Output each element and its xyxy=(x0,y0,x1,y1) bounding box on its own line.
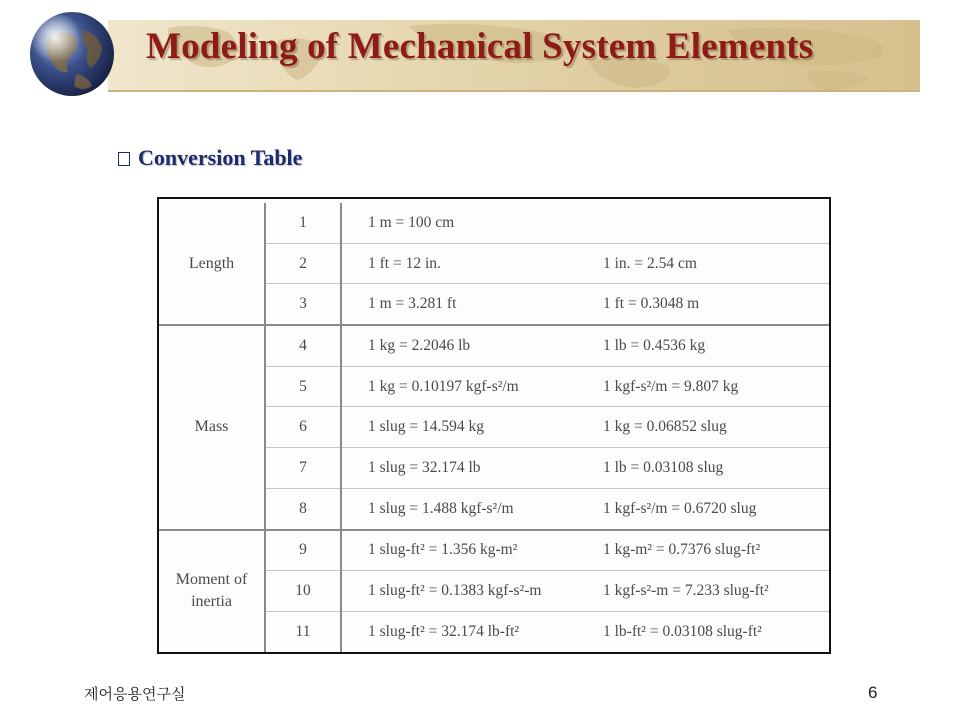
globe-icon xyxy=(28,10,116,98)
inverse-formula-cell: 1 kgf-s²/m = 9.807 kg xyxy=(595,366,829,407)
category-cell: Mass xyxy=(159,325,265,529)
row-number-cell: 1 xyxy=(265,203,341,243)
page-title: Modeling of Mechanical System Elements xyxy=(146,26,814,67)
row-number-cell: 9 xyxy=(265,530,341,571)
conversion-formula-cell: 1 ft = 12 in. xyxy=(341,243,595,284)
inverse-formula-cell: 1 in. = 2.54 cm xyxy=(595,243,829,284)
conversion-formula-cell: 1 slug-ft² = 0.1383 kgf-s²-m xyxy=(341,571,595,612)
conversion-formula-cell: 1 slug = 32.174 lb xyxy=(341,448,595,489)
table-row xyxy=(159,325,829,366)
inverse-formula-cell: 1 lb = 0.4536 kg xyxy=(595,325,829,366)
inverse-formula-cell: 1 kg-m² = 0.7376 slug-ft² xyxy=(595,530,829,571)
inverse-formula-cell: 1 ft = 0.3048 m xyxy=(595,284,829,325)
conversion-formula-cell: 1 slug-ft² = 32.174 lb-ft² xyxy=(368,622,520,640)
inverse-formula-cell: 1 lb = 0.03108 slug xyxy=(595,448,829,489)
row-number-cell: 5 xyxy=(265,366,341,407)
header-divider xyxy=(108,90,920,92)
table-row xyxy=(159,530,829,571)
row-number-cell: 11 xyxy=(265,611,341,651)
row-number-cell: 2 xyxy=(265,243,341,284)
category-cell: Length xyxy=(159,203,265,325)
inverse-formula-cell: 1 lb-ft² = 0.03108 slug-ft² xyxy=(603,622,762,640)
conversion-table-frame xyxy=(157,197,831,654)
conversion-formula-cell: 1 m = 100 cm xyxy=(341,203,595,243)
conversion-formula-cell: 1 kg = 0.10197 kgf-s²/m xyxy=(341,366,595,407)
inverse-formula-cell: 1 kgf-s²/m = 0.6720 slug xyxy=(595,488,829,529)
inverse-formula-cell xyxy=(595,203,829,243)
inverse-formula-cell: 1 kgf-s²-m = 7.233 slug-ft² xyxy=(595,571,829,612)
section-heading-text: Conversion Table xyxy=(138,145,303,170)
category-cell: Moment of inertia xyxy=(159,530,265,652)
conversion-formula-cell: 1 slug = 14.594 kg xyxy=(341,407,595,448)
row-number-cell: 4 xyxy=(265,325,341,366)
square-bullet-icon xyxy=(118,152,130,166)
row-number-cell: 10 xyxy=(265,571,341,612)
conversion-formula-cell: 1 kg = 2.2046 lb xyxy=(341,325,595,366)
conversion-formula-cell: 1 slug-ft² = 1.356 kg-m² xyxy=(341,530,595,571)
row-number-cell: 6 xyxy=(265,407,341,448)
page-number: 6 xyxy=(868,683,878,702)
footer-lab-name: 제어응용연구실 xyxy=(84,685,186,703)
conversion-formula-cell: 1 m = 3.281 ft xyxy=(341,284,595,325)
row-number-cell: 8 xyxy=(265,488,341,529)
inverse-formula-cell: 1 kg = 0.06852 slug xyxy=(595,407,829,448)
row-number-cell: 7 xyxy=(265,448,341,489)
conversion-table xyxy=(159,203,829,652)
table-row xyxy=(159,203,829,243)
section-heading xyxy=(118,145,302,171)
row-number-cell: 3 xyxy=(265,284,341,325)
conversion-formula-cell: 1 slug = 1.488 kgf-s²/m xyxy=(341,488,595,529)
